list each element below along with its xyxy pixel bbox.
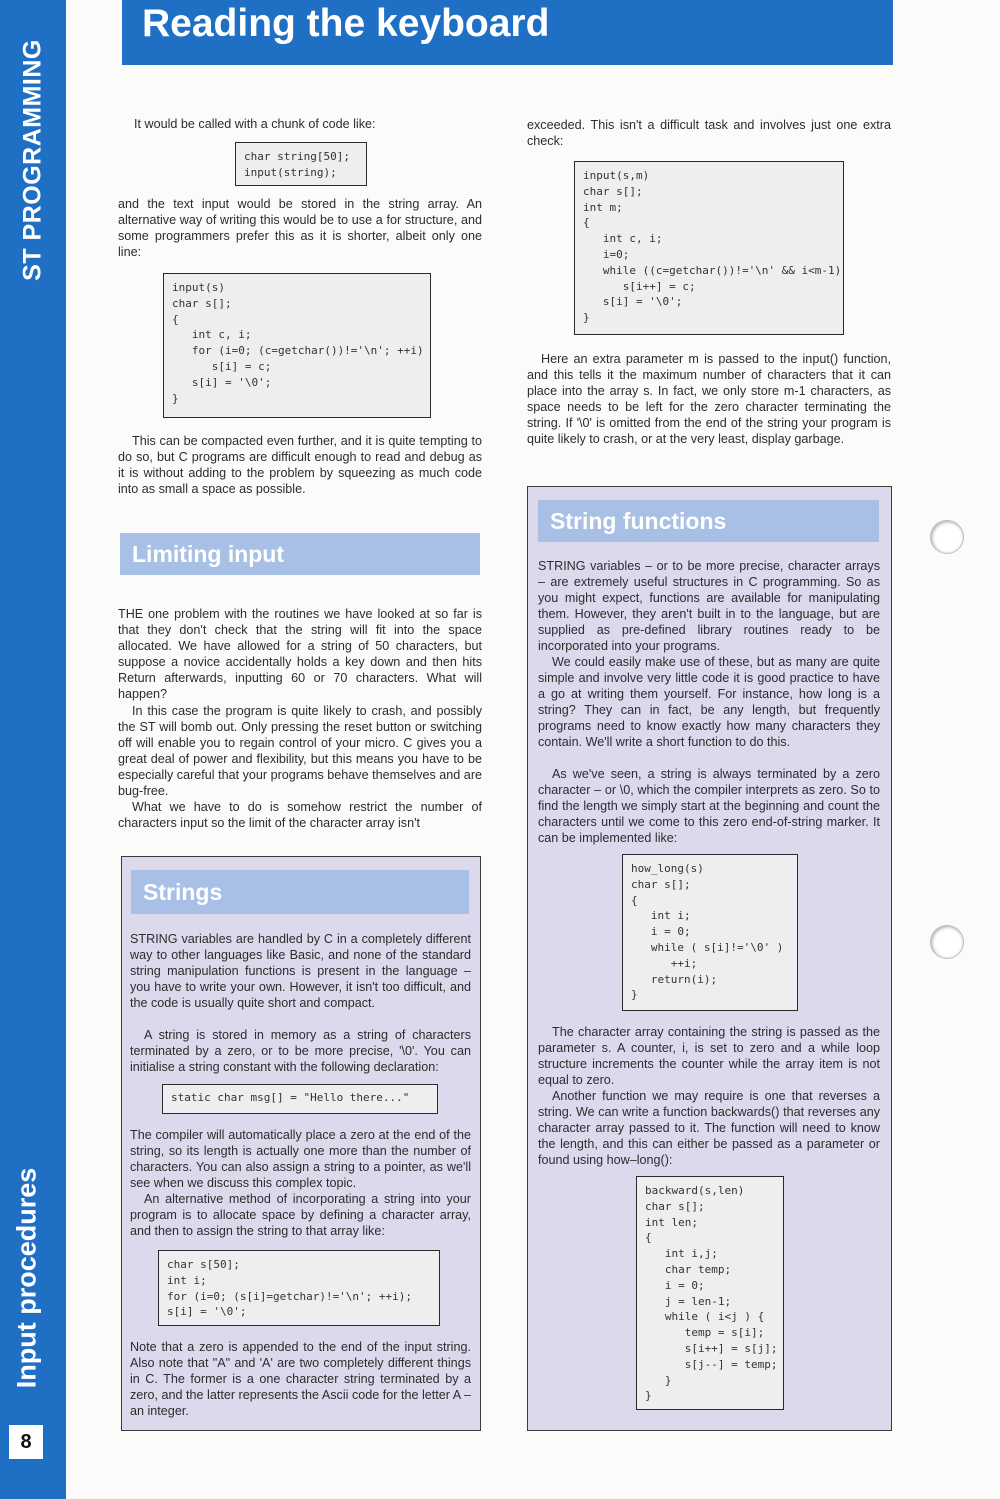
left-para-4: In this case the program is quite likely to crash, and possibly the ST will bomb out. Only pressing the reset button or switching off will enable you to regain control of your micro. C gives you a great deal of power and flexibility, but this means you have to be especially careful that your programs behave themselves and are bug-free.: [118, 704, 483, 798]
code-char-array: char s[50]; int i; for (i=0; (s[i]=getchar)!='\n'; ++i); s[i] = '\0';: [158, 1250, 440, 1326]
right-para-1: exceeded. This isn't a difficult task and involves just one extra check:: [527, 118, 891, 148]
strings-para-1: STRING variables are handled by C in a completely different way to other languages like Basic, and none of the standard string manipulation functions is present in the language – you have to write your own. However, it isn't too difficult, and the code is usually quite short and compact.: [130, 932, 471, 1010]
code-static-msg: static char msg[] = "Hello there...": [162, 1084, 438, 1114]
code-input-limited: input(s,m) char s[]; int m; { int c, i; i=0; while ((c=getchar())!='\n' && i<m-1) s[i++] = c; s[i] = '\0'; }: [574, 161, 844, 335]
sidebar: [0, 0, 66, 1499]
heading-limiting-input: Limiting input: [120, 533, 480, 575]
sf-para-5: Another function we may require is one that reverses a string. We can write a function backwards() that reverses any character array passed to it. The function will need to know the length, and this can either be passed as a parameter or found using how–long():: [538, 1089, 880, 1167]
strings-para-2: A string is stored in memory as a string of characters terminated by a zero, or to be more precise, '\0'. You can initialise a string constant with the following declaration:: [130, 1028, 471, 1074]
left-para-2: This can be compacted even further, and it is quite tempting to do so, but C programs are difficult enough to read and debug as it is without adding to the problem by squeezing as much code into as small a space as possible.: [118, 434, 482, 496]
sf-para-2: We could easily make use of these, but as many are quite simple and involve very little code it is good practice to have a go at writing them yourself. For instance, how long is a string? They can in fact, be any length, but frequently programs need to know exactly how many characters they contain. We'll write a short function to do this.: [538, 655, 880, 749]
page-title: Reading the keyboard: [142, 2, 550, 45]
sf-para-4: The character array containing the string is passed as the parameter s. A counter, i, is set to zero and a while loop structure increments the counter while the array item is not equal to zero.: [538, 1025, 880, 1087]
code-backward: backward(s,len) char s[]; int len; { int i,j; char temp; i = 0; j = len-1; while ( i<j ) { temp = s[i]; s[i++] = s[j]; s[j--] = temp; } }: [636, 1176, 784, 1410]
code-string-decl: char string[50]; input(string);: [235, 142, 367, 186]
page-number: 8: [9, 1425, 43, 1459]
heading-strings: Strings: [131, 870, 469, 914]
sf-para-3: As we've seen, a string is always terminated by a zero character – or \0, which the compiler interprets as zero. So to find the length we simply start at the beginning and count the characters until we come to this zero end-of-string marker. It can be implemented like:: [538, 767, 880, 845]
sf-para-1: STRING variables – or to be more precise, character arrays – are extremely useful structures in C programming. So as you might expect, functions are available for manipulating them. However, they aren't built in to the language, but are supplied as pre-defined library routines ready to be incorporated into your programs.: [538, 559, 880, 653]
code-input-for: input(s) char s[]; { int c, i; for (i=0; (c=getchar())!='\n'; ++i) s[i] = c; s[i] = '\0'; }: [163, 273, 431, 418]
binder-hole-top: [930, 520, 964, 554]
right-para-2: Here an extra parameter m is passed to the input() function, and this tells it the maximum number of characters that it can place into the array s. In fact, we only store m-1 characters, as space needs to be left for the zero character terminating the string. If '\0' is omitted from the end of the string your program is quite likely to crash, or at the very least, display garbage.: [527, 352, 891, 446]
strings-para-3: The compiler will automatically place a zero at the end of the string, so its length is actually one more than the number of characters. You can also assign a string to a pointer, as we'll see when we discuss this complex topic.: [130, 1128, 471, 1190]
strings-para-5: Note that a zero is appended to the end of the input string. Also note that "A" and 'A' are two completely different things in C. The former is a one character string terminated by a zero, and the latter represents the Ascii code for the letter A – an integer.: [130, 1340, 471, 1418]
strings-para-4: An alternative method of incorporating a string into your program is to allocate space by defining a character array, and then to assign the string to that array like:: [130, 1192, 471, 1238]
left-intro: It would be called with a chunk of code like:: [134, 117, 376, 131]
left-para-1: and the text input would be stored in the string array. An alternative way of writing this would be to use a for structure, and some programmers prefer this as it is shorter, albeit only one line:: [118, 197, 482, 259]
section-label: ST PROGRAMMING: [18, 39, 47, 281]
code-how-long: how_long(s) char s[]; { int i; i = 0; while ( s[i]!='\0' ) ++i; return(i); }: [622, 854, 798, 1011]
binder-hole-bottom: [930, 925, 964, 959]
heading-string-functions: String functions: [538, 500, 879, 542]
left-para-5: What we have to do is somehow restrict the number of characters input so the limit of the character array isn't: [118, 800, 482, 830]
chapter-label: Input procedures: [11, 1167, 42, 1389]
title-bar: [122, 0, 893, 65]
left-para-3: THE one problem with the routines we have looked at so far is that they don't check that the string will fit into the space allocated. We have allowed for a string of 50 characters, but suppose a novice accidentally holds a key down and then hits Return afterwards, inputting 60 or 70 characters. What will happen?: [118, 607, 482, 701]
